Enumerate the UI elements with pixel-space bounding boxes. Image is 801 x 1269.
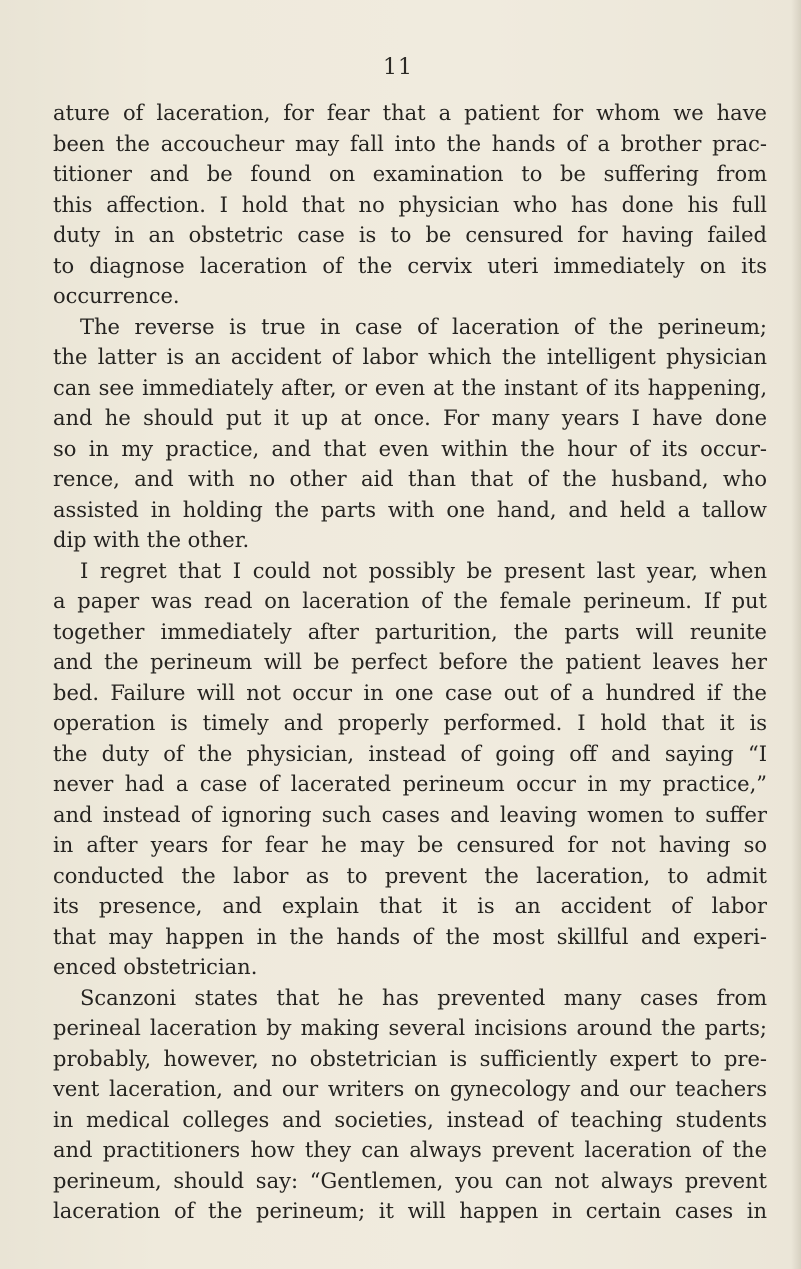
text-line: The reverse is true in case of laceration of the perineum; [80, 314, 767, 339]
paragraph-1 [53, 98, 767, 312]
paragraph-4 [53, 983, 767, 1227]
text-line: operation is timely and properly performed. I hold that it is [53, 711, 767, 735]
text-line: and instead of ignoring such cases and leaving women to suffer [53, 802, 767, 827]
text-line: to diagnose laceration of the cervix uteri immediately on its [53, 253, 767, 278]
text-line: and he should put it up at once. For many years I have done [53, 406, 767, 430]
text-line: probably, however, no obstetrician is sufficiently expert to pre- [53, 1046, 767, 1071]
text-line: perineum, should say: “Gentlemen, you can not always prevent [53, 1168, 767, 1193]
text-line: so in my practice, and that even within the hour of its occur- [53, 436, 767, 461]
text-line: ature of laceration, for fear that a patient for whom we have [53, 101, 767, 125]
body-text [53, 98, 767, 1227]
text-line: bed. Failure will not occur in one case out of a hundred if the [53, 680, 767, 705]
text-line: this affection. I hold that no physician who has done his full [53, 192, 767, 217]
text-line: and practitioners how they can always prevent laceration of the [53, 1138, 767, 1162]
text-line: can see immediately after, or even at the instant of its happening, [53, 375, 767, 400]
text-line: occurrence. [53, 284, 180, 308]
text-line: that may happen in the hands of the most skillful and experi- [53, 924, 767, 949]
paragraph-3 [53, 556, 767, 983]
text-line: rence, and with no other aid than that of the husband, who [53, 467, 767, 491]
text-line: in medical colleges and societies, instead of teaching students [53, 1107, 767, 1132]
text-line: and the perineum will be perfect before the patient leaves her [53, 650, 767, 674]
text-line: the latter is an accident of labor which the intelligent physician [53, 345, 767, 369]
page-number: 11 [383, 55, 413, 80]
text-line: never had a case of lacerated perineum occur in my practice,” [53, 772, 767, 796]
text-line: together immediately after parturition, the parts will reunite [53, 619, 767, 644]
text-line: dip with the other. [53, 528, 250, 552]
text-line: been the accoucheur may fall into the hands of a brother prac- [53, 131, 767, 156]
text-line: enced obstetrician. [53, 955, 258, 979]
page-edge-shadow [791, 0, 801, 1269]
text-line: conducted the labor as to prevent the laceration, to admit [53, 863, 767, 888]
text-line: in after years for fear he may be censured for not having so [53, 833, 767, 857]
text-line: duty in an obstetric case is to be censured for having failed [53, 223, 767, 247]
text-line: I regret that I could not possibly be present last year, when [80, 558, 767, 583]
text-line: its presence, and explain that it is an accident of labor [53, 894, 767, 918]
text-line: vent laceration, and our writers on gynecology and our teachers [53, 1077, 767, 1101]
text-line: Scanzoni states that he has prevented many cases from [80, 985, 767, 1010]
paragraph-2 [53, 312, 767, 556]
text-line: titioner and be found on examination to be suffering from [53, 162, 767, 186]
text-line: assisted in holding the parts with one hand, and held a tallow [53, 497, 767, 522]
text-line: perineal laceration by making several incisions around the parts; [53, 1016, 767, 1040]
text-line: laceration of the perineum; it will happen in certain cases in [53, 1199, 767, 1223]
text-line: a paper was read on laceration of the female perineum. If put [53, 589, 767, 613]
text-line: the duty of the physician, instead of going off and saying “I [53, 741, 767, 766]
